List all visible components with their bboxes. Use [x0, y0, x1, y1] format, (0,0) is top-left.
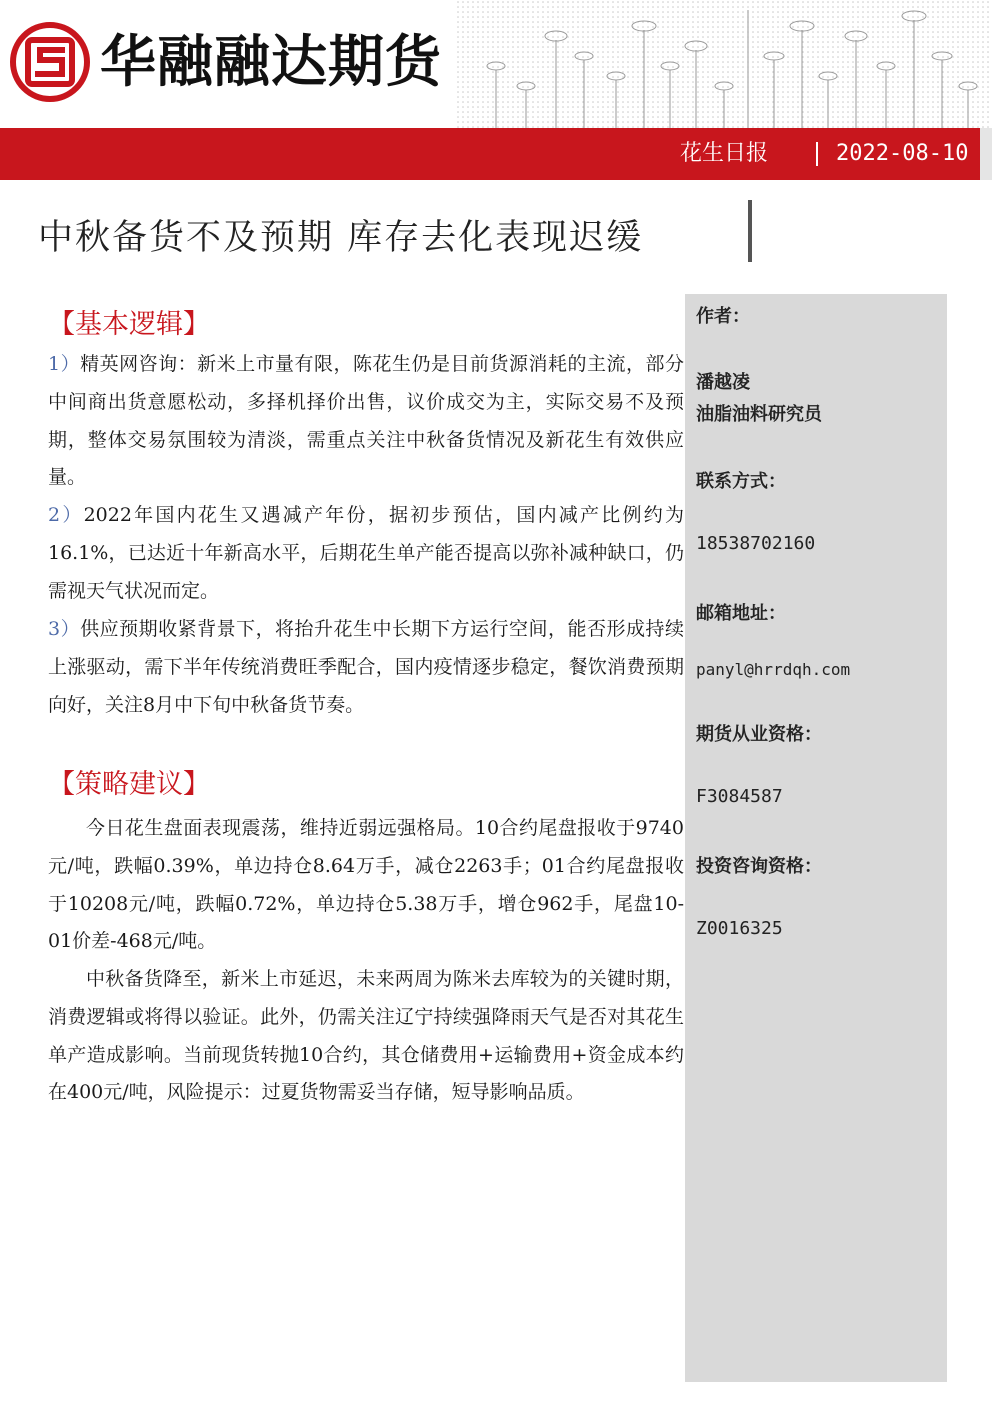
company-logo-icon: [10, 22, 90, 102]
report-type-label: 花生日报: [680, 141, 769, 166]
item-number: 1）: [48, 353, 81, 375]
header-separator: [816, 142, 818, 166]
logic-item: [48, 611, 684, 724]
advisory-qualification-number: Z0016325: [696, 918, 783, 939]
title-vertical-rule: [748, 200, 752, 262]
author-title: 油脂油料研究员: [696, 404, 822, 425]
section-heading-logic: 【基本逻辑】: [48, 309, 210, 340]
decorative-lines-graphic: [456, 0, 992, 128]
futures-qualification-label: 期货从业资格：: [696, 724, 822, 745]
author-label: 作者：: [696, 306, 750, 327]
page-title: 中秋备货不及预期 库存去化表现迟缓: [38, 218, 644, 258]
author-sidebar: [685, 294, 947, 1382]
report-header: [0, 0, 992, 182]
logic-item: [48, 497, 684, 610]
item-text: 供应预期收紧背景下，将抬升花生中长期下方运行空间，能否形成持续上涨驱动，需下半年传统消费旺季配合，国内疫情逐步稳定，餐饮消费预期向好，关注8月中下旬中秋备货节奏。: [48, 618, 684, 716]
phone-number: 18538702160: [696, 533, 816, 554]
report-date: 2022-08-10: [836, 141, 969, 166]
header-red-bar: [0, 128, 980, 180]
strategy-paragraph: 中秋备货降至，新米上市延迟，未来两周为陈米去库较为的关键时期，消费逻辑或将得以验证。此外，仍需关注辽宁持续强降雨天气是否对其花生单产造成影响。当前现货转抛10合约，其仓储费用+运输费用+资金成本约在400元/吨，风险提示：过夏货物需妥当存储，短导影响品质。: [48, 968, 684, 1104]
futures-qualification-number: F3084587: [696, 786, 783, 807]
item-text: 2022年国内花生又遇减产年份，据初步预估，国内减产比例约为16.1%，已达近十年新高水平，后期花生单产能否提高以弥补减种缺口，仍需视天气状况而定。: [48, 504, 684, 602]
strategy-paragraph: 今日花生盘面表现震荡，维持近弱远强格局。10合约尾盘报收于9740元/吨，跌幅0.39%，单边持仓8.64万手，减仓2263手；01合约尾盘报收于10208元/吨，跌幅0.72%，单边持仓5.38万手，增仓962手，尾盘10-01价差-468元/吨。: [48, 817, 684, 953]
item-number: 3）: [48, 618, 81, 640]
email-label: 邮箱地址：: [696, 603, 786, 624]
company-name: 华融融达期货: [100, 30, 442, 95]
header-bar-shadow: [980, 128, 992, 180]
logic-item: [48, 346, 684, 497]
author-name: 潘越凌: [696, 372, 750, 393]
section-heading-strategy: 【策略建议】: [48, 769, 210, 800]
item-text: 精英网咨询：新米上市量有限，陈花生仍是目前货源消耗的主流，部分中间商出货意愿松动，多择机择价出售，议价成交为主，实际交易不及预期，整体交易氛围较为清淡，需重点关注中秋备货情况及新花生有效供应量。: [48, 353, 684, 489]
advisory-qualification-label: 投资咨询资格：: [696, 856, 822, 877]
contact-label: 联系方式：: [696, 471, 786, 492]
email-address[interactable]: panyl@hrrdqh.com: [696, 660, 851, 679]
item-number: 2）: [48, 504, 84, 526]
